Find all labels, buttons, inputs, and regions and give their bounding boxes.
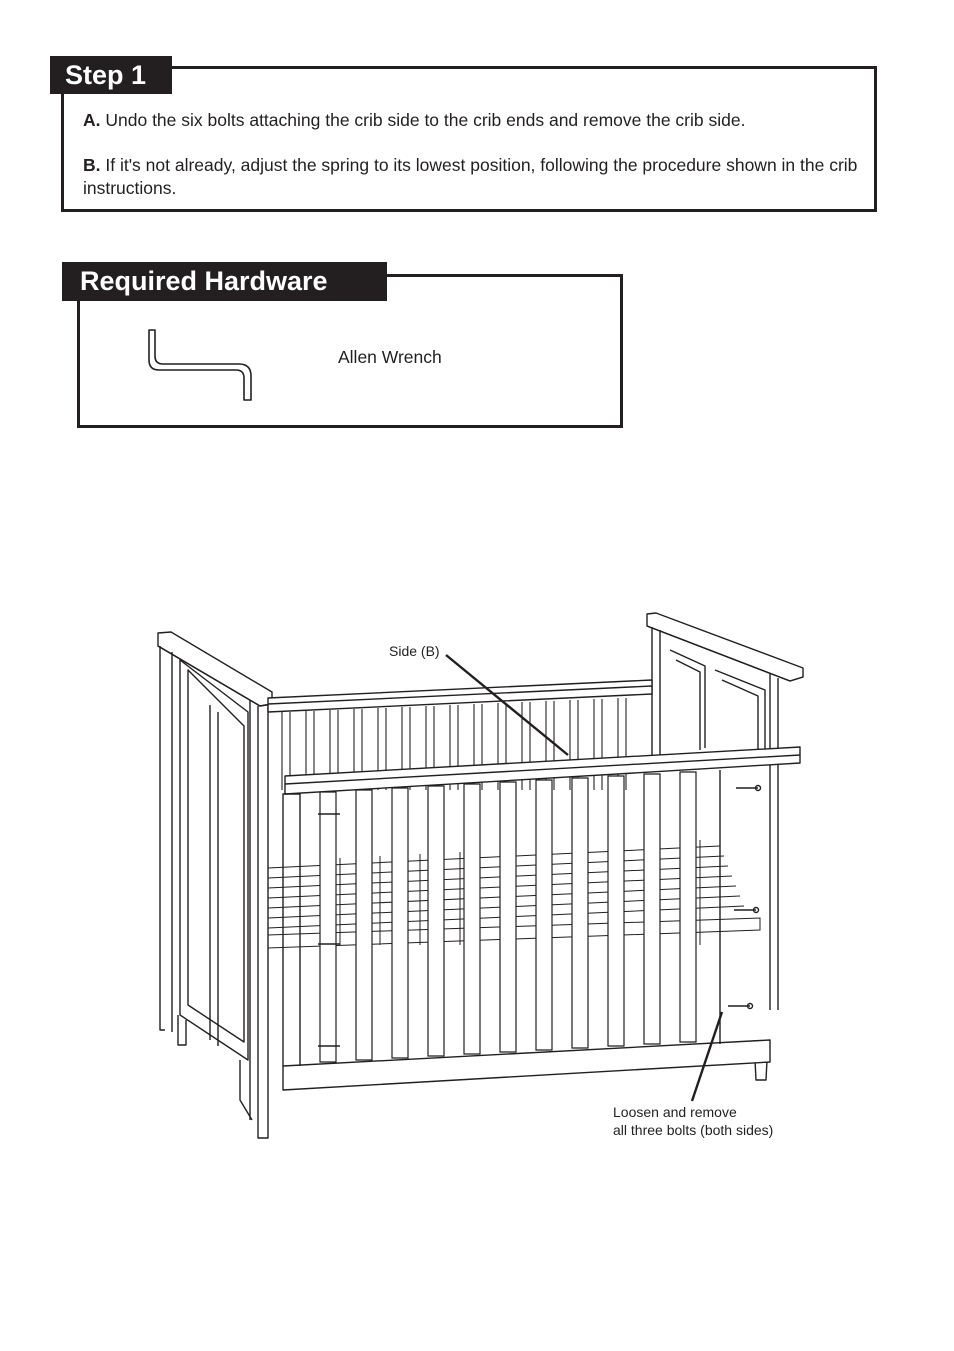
instruction-a-text: Undo the six bolts attaching the crib side to the crib ends and remove the crib side. [105, 110, 746, 130]
hardware-item-label: Allen Wrench [338, 347, 442, 367]
callout-bolts-line1: Loosen and remove [613, 1104, 737, 1120]
step-title: Step 1 [50, 56, 172, 94]
hardware-title: Required Hardware [62, 262, 387, 301]
side-b-leader-line [446, 655, 568, 755]
callout-side-b: Side (B) [389, 643, 440, 659]
callout-bolts [613, 1103, 773, 1139]
instruction-b-marker: B. [83, 155, 101, 175]
allen-wrench-icon [149, 330, 251, 400]
instruction-a-marker: A. [83, 110, 101, 130]
front-slats [320, 772, 696, 1062]
callout-bolts-line2: all three bolts (both sides) [613, 1122, 774, 1138]
instruction-b-text: If it's not already, adjust the spring to its lowest position, following the procedure shown in the crib instructions. [83, 155, 858, 198]
